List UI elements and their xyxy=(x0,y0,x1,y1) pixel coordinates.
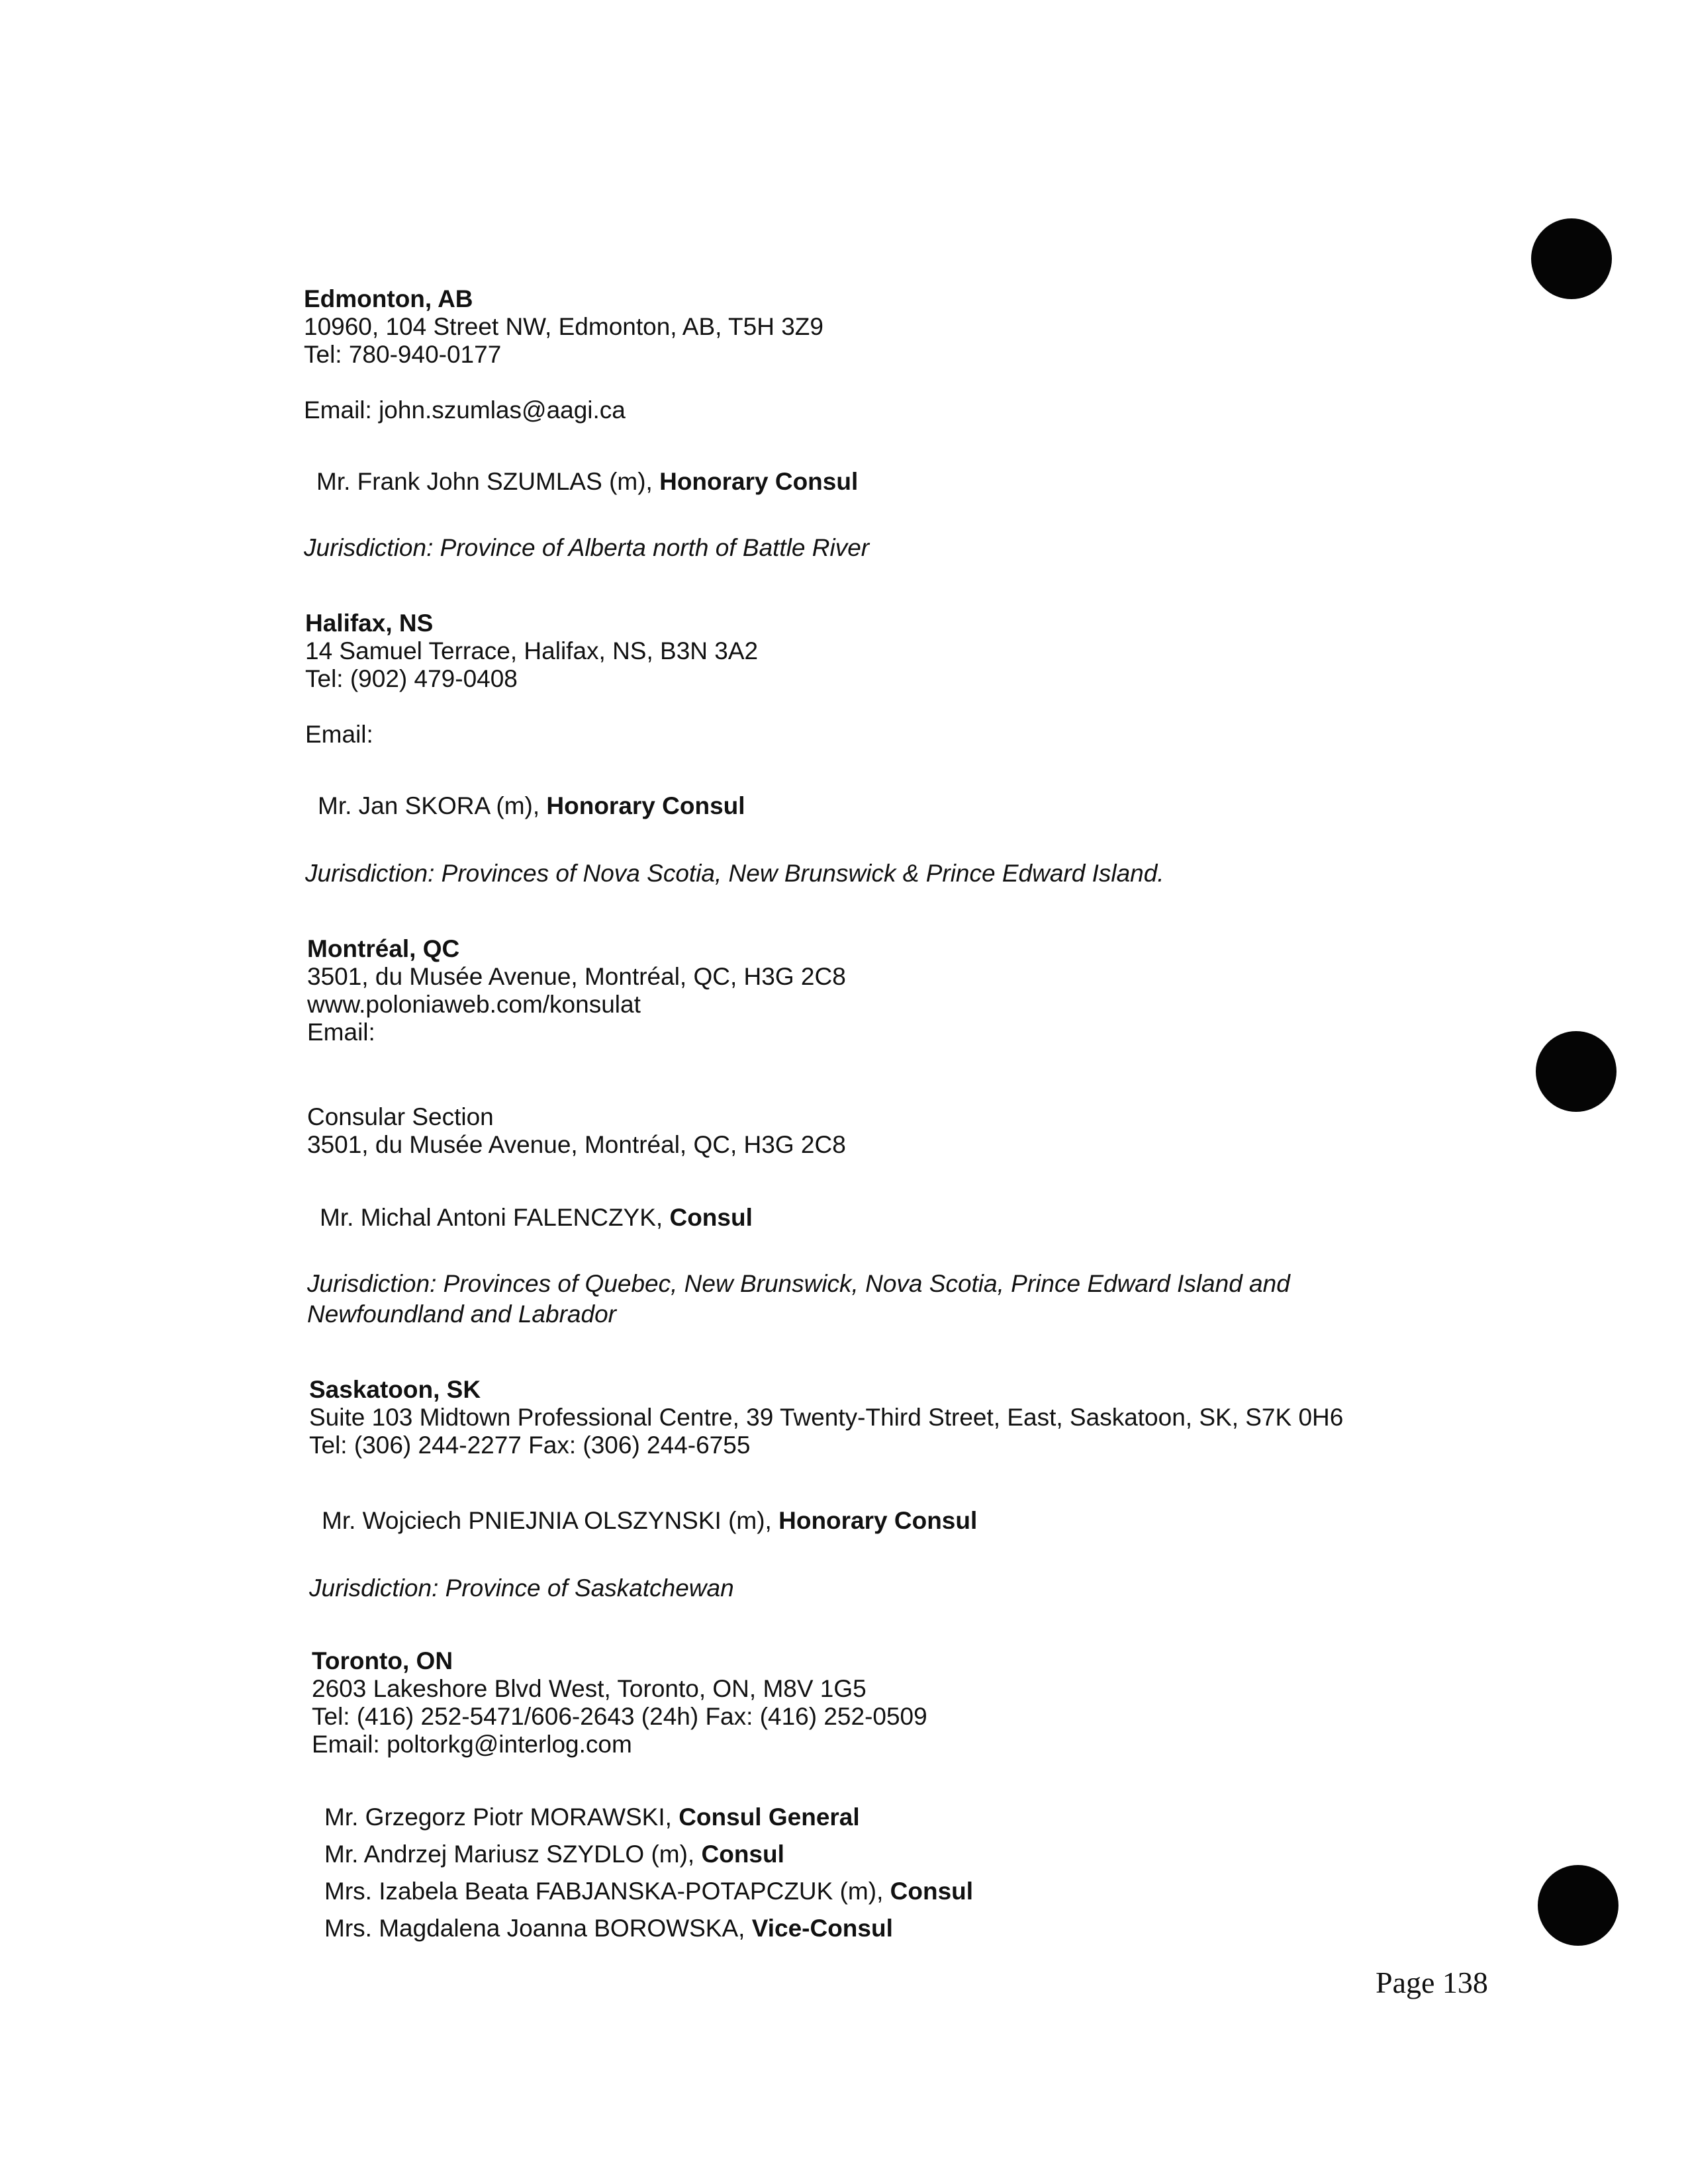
official-name: Mrs. Izabela Beata FABJANSKA-POTAPCZUK (m), xyxy=(324,1878,890,1905)
official-title: Honorary Consul xyxy=(659,468,859,495)
official-line xyxy=(318,792,745,821)
jurisdiction-line xyxy=(304,533,869,563)
official-title: Consul xyxy=(701,1841,784,1868)
city-heading: Halifax, NS xyxy=(305,610,434,637)
telephone-line: Tel: 780-940-0177 xyxy=(304,341,502,368)
email-line: Email: xyxy=(305,721,373,748)
official-line xyxy=(324,1914,893,1943)
telephone-line: Tel: (306) 244-2277 Fax: (306) 244-6755 xyxy=(309,1432,751,1459)
official-name: Mr. Andrzej Mariusz SZYDLO (m), xyxy=(324,1841,702,1868)
jurisdiction-line xyxy=(305,859,1164,888)
jurisdiction-line xyxy=(309,1574,734,1603)
jurisdiction-text: Provinces of Nova Scotia, New Brunswick & Prince Edward Island. xyxy=(434,860,1164,887)
address-line: 3501, du Musée Avenue, Montréal, QC, H3G 2C8 xyxy=(307,963,846,990)
official-title: Consul xyxy=(669,1204,753,1231)
punch-hole-middle xyxy=(1536,1031,1617,1112)
official-title: Honorary Consul xyxy=(778,1507,978,1534)
official-line xyxy=(324,1840,784,1869)
jurisdiction-label: Jurisdiction: xyxy=(309,1574,439,1602)
email-line: Email: xyxy=(307,1019,375,1046)
official-line xyxy=(324,1877,973,1906)
jurisdiction-line xyxy=(307,1269,1290,1298)
punch-hole-bottom xyxy=(1538,1865,1618,1946)
official-name: Mr. Frank John SZUMLAS (m), xyxy=(316,468,660,495)
official-title: Honorary Consul xyxy=(546,792,745,819)
punch-hole-top xyxy=(1531,218,1612,299)
official-title: Consul General xyxy=(679,1803,860,1831)
official-line xyxy=(316,467,858,496)
official-name: Mr. Grzegorz Piotr MORAWSKI, xyxy=(324,1803,679,1831)
address-line: 14 Samuel Terrace, Halifax, NS, B3N 3A2 xyxy=(305,637,759,664)
jurisdiction-label: Jurisdiction: xyxy=(305,860,435,887)
email-line: Email: john.szumlas@aagi.ca xyxy=(304,396,626,424)
telephone-line: Tel: (416) 252-5471/606-2643 (24h) Fax: (416) 252-0509 xyxy=(312,1703,927,1730)
official-title: Consul xyxy=(890,1878,974,1905)
telephone-line: Tel: (902) 479-0408 xyxy=(305,665,518,692)
page-number: Page 138 xyxy=(1376,1966,1488,1999)
official-name: Mr. Michal Antoni FALENCZYK, xyxy=(320,1204,670,1231)
city-heading: Edmonton, AB xyxy=(304,285,473,312)
jurisdiction-label: Jurisdiction: xyxy=(304,534,434,561)
address-line: 2603 Lakeshore Blvd West, Toronto, ON, M8V 1G5 xyxy=(312,1675,867,1702)
jurisdiction-text: Provinces of Quebec, New Brunswick, Nova Scotia, Prince Edward Island and xyxy=(436,1270,1290,1297)
email-line: Email: poltorkg@interlog.com xyxy=(312,1731,632,1758)
official-line xyxy=(320,1203,753,1232)
jurisdiction-label: Jurisdiction: xyxy=(307,1270,437,1297)
official-line xyxy=(324,1803,860,1832)
official-name: Mr. Jan SKORA (m), xyxy=(318,792,547,819)
city-heading: Montréal, QC xyxy=(307,935,460,962)
website-line: www.poloniaweb.com/konsulat xyxy=(307,991,641,1018)
jurisdiction-line-2: Newfoundland and Labrador xyxy=(307,1300,616,1328)
jurisdiction-text: Province of Alberta north of Battle River xyxy=(433,534,870,561)
city-heading: Saskatoon, SK xyxy=(309,1376,481,1403)
city-heading: Toronto, ON xyxy=(312,1647,453,1674)
address-line: Suite 103 Midtown Professional Centre, 39 Twenty-Third Street, East, Saskatoon, SK, S7K 0H6 xyxy=(309,1404,1344,1431)
consular-section-address: 3501, du Musée Avenue, Montréal, QC, H3G 2C8 xyxy=(307,1131,846,1158)
official-name: Mr. Wojciech PNIEJNIA OLSZYNSKI (m), xyxy=(322,1507,779,1534)
official-name: Mrs. Magdalena Joanna BOROWSKA, xyxy=(324,1915,752,1942)
consular-section-title: Consular Section xyxy=(307,1103,494,1130)
official-line xyxy=(322,1506,977,1535)
official-title: Vice-Consul xyxy=(751,1915,893,1942)
jurisdiction-text: Province of Saskatchewan xyxy=(438,1574,734,1602)
address-line: 10960, 104 Street NW, Edmonton, AB, T5H 3Z9 xyxy=(304,313,823,340)
